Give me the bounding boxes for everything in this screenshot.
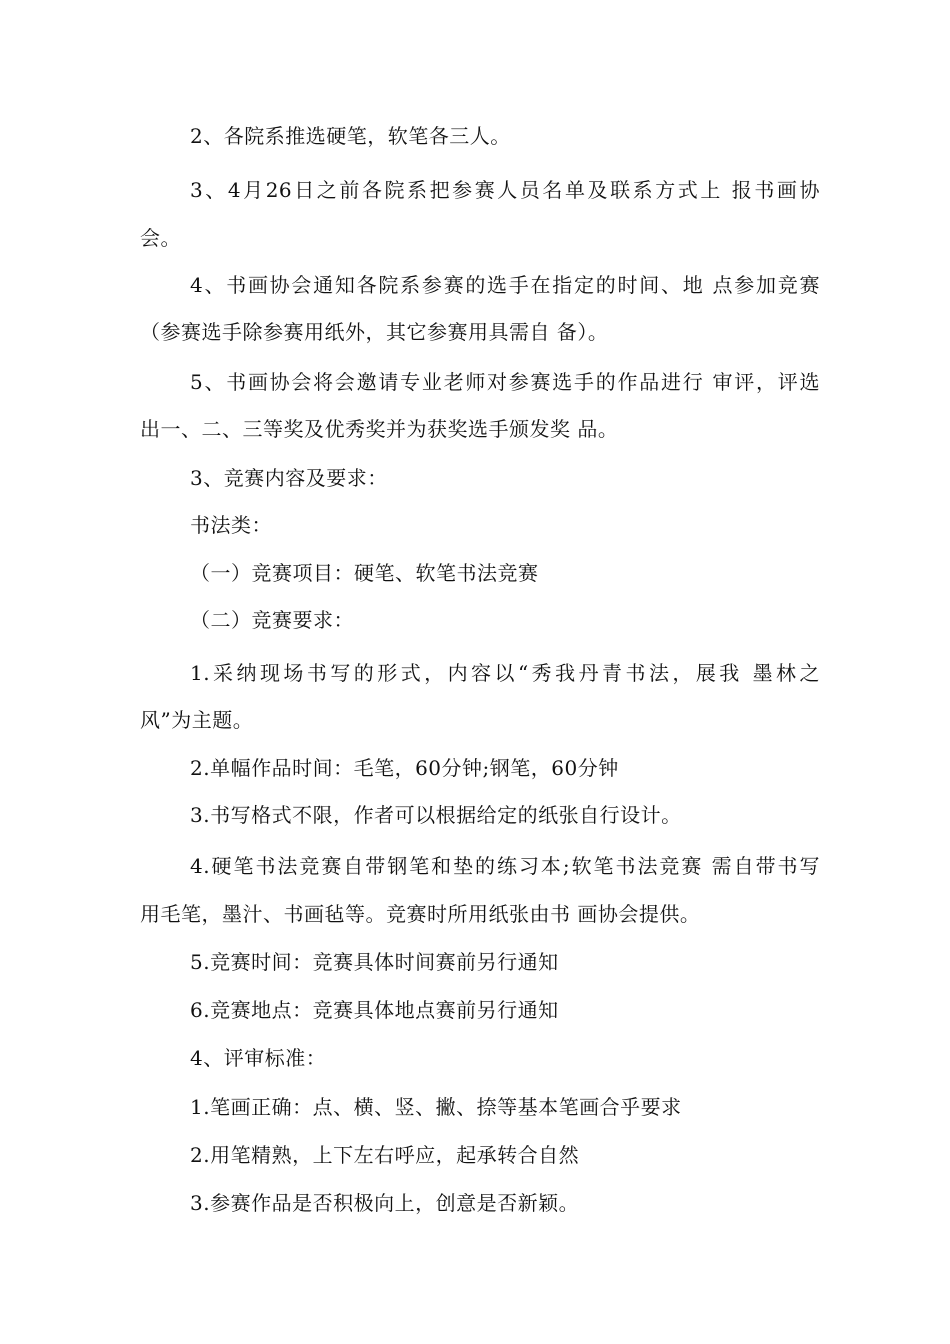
subsection-heading: 书法类： [190, 513, 272, 537]
paragraph-line: （一）竞赛项目：硬笔、软笔书法竞赛 [190, 561, 539, 585]
paragraph-line: 3.书写格式不限，作者可以根据给定的纸张自行设计。 [190, 803, 682, 827]
paragraph-line: 用毛笔，墨汁、书画毡等。竞赛时所用纸张由书 画协会提供。 [140, 902, 701, 926]
paragraph-line: 出一、二、三等奖及优秀奖并为获奖选手颁发奖 品。 [140, 417, 619, 441]
paragraph-line: 风”为主题。 [140, 708, 254, 732]
paragraph-line: 5.竞赛时间：竞赛具体时间赛前另行通知 [190, 950, 559, 974]
paragraph-line: 1.笔画正确：点、横、竖、撇、捺等基本笔画合乎要求 [190, 1095, 682, 1119]
paragraph-line: 4、书画协会通知各院系参赛的选手在指定的时间、地 点参加竞赛 [190, 273, 820, 297]
paragraph-line: 会。 [140, 226, 181, 250]
paragraph-line: 3.参赛作品是否积极向上，创意是否新颖。 [190, 1191, 580, 1215]
paragraph-line: 2.单幅作品时间：毛笔，60分钟;钢笔，60分钟 [190, 756, 619, 780]
paragraph-line: 1.采纳现场书写的形式，内容以“秀我丹青书法，展我 墨林之 [190, 661, 820, 685]
paragraph-line: 5、书画协会将会邀请专业老师对参赛选手的作品进行 审评，评选 [190, 370, 820, 394]
paragraph-line: 4.硬笔书法竞赛自带钢笔和垫的练习本;软笔书法竞赛 需自带书写 [190, 854, 820, 878]
paragraph-line: 6.竞赛地点：竞赛具体地点赛前另行通知 [190, 998, 559, 1022]
section-heading: 3、竞赛内容及要求： [190, 466, 388, 490]
paragraph-line: （二）竞赛要求： [190, 608, 354, 632]
paragraph-line: （参赛选手除参赛用纸外，其它参赛用具需自 备）。 [140, 320, 609, 344]
section-heading: 4、评审标准： [190, 1046, 327, 1070]
paragraph-line: 2、各院系推选硬笔，软笔各三人。 [190, 124, 511, 148]
paragraph-line: 2.用笔精熟，上下左右呼应，起承转合自然 [190, 1143, 580, 1167]
paragraph-line: 3、4月26日之前各院系把参赛人员名单及联系方式上 报书画协 [190, 178, 820, 202]
